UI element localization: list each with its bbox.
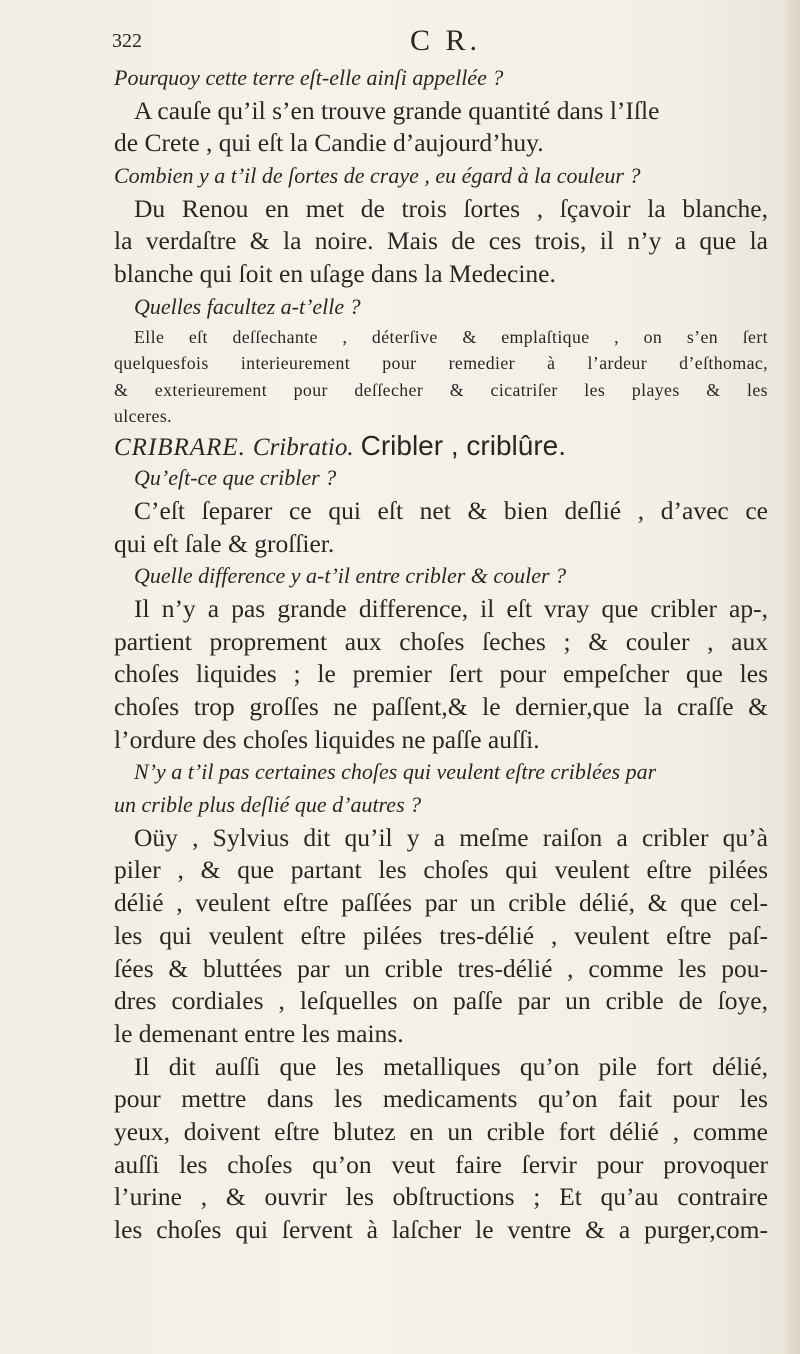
text-line: piler , & que partant les choſes qui veulent eſtre pilées [114,855,768,885]
text-line: ulceres. [114,406,172,426]
text-line: les qui veulent eſtre pilées tres-délié , veulent eſtre paſ- [114,920,768,950]
text-line: Du Renou en met de trois ſortes , ſçavoir la blanche, [134,193,768,223]
text-line: quelquesfois interieurement pour remedier à l’ardeur d’eſthomac, [114,353,768,373]
text-line: auſſi les choſes qu’on veut faire ſervir pour provoquer [114,1149,768,1179]
page-number: 322 [112,30,142,52]
text-line: la verdaſtre & la noire. Mais de ces trois, il n’y a que la [114,226,768,256]
text-line: blanche qui ſoit en uſage dans la Medecine. [114,259,556,289]
text-line: yeux, doivent eſtre blutez en un crible fort délié , comme [114,1116,768,1146]
text-line: qui eſt ſale & groſſier. [114,528,335,558]
text-line: partient proprement aux choſes ſeches ; & couler , aux [114,626,768,656]
question-line: N’y a t’il pas certaines choſes qui veulent eſtre criblées par [134,759,657,785]
running-head [112,16,752,60]
running-head-title: C R. [410,24,482,57]
text-line: de Crete , qui eſt la Candie d’aujourd’huy. [114,128,544,158]
question-line: Combien y a t’il de ſortes de craye , eu égard à la couleur ? [114,163,641,189]
text-line: ſées & bluttées par un crible tres-délié , comme les pou- [114,953,768,983]
question-line: Quelle difference y a-t’il entre cribler & couler ? [134,563,567,589]
page-text [114,62,768,1247]
text-line: l’ordure des choſes liquides ne paſſe auſſi. [114,724,540,754]
text-line: pour mettre dans les medicaments qu’on fait pour les [114,1084,768,1114]
text-line: Elle eſt deſſechante , déterſive & emplaſtique , on s’en ſert [134,326,768,347]
page-edge-shadow [786,0,800,1354]
text-line: A cauſe qu’il s’en trouve grande quantité dans l’Iſle [134,95,660,125]
text-line: l’urine , & ouvrir les obſtructions ; Et qu’au contraire [114,1182,768,1212]
entry-french: Cribler , criblûre. [360,429,567,461]
text-line: & exterieurement pour deſſecher & cicatriſer les playes & les [114,379,768,400]
text-line: choſes liquides ; le premier ſert pour empeſcher que les [114,659,768,689]
entry-heading [114,430,768,463]
question-line: Pourquoy cette terre eſt-elle ainſi appellée ? [114,65,504,90]
text-line: délié , veulent eſtre paſſées par un crible délié, & que cel- [114,888,768,918]
entry-latin: Cribratio. [252,433,354,461]
text-line: Oüy , Sylvius dit qu’il y a meſme raiſon a cribler qu’à [134,822,768,852]
question-line: un crible plus deſlié que d’autres ? [114,792,422,818]
question-line: Quelles facultez a-t’elle ? [134,293,361,319]
text-line: Il dit auſſi que les metalliques qu’on pile fort délié, [134,1051,768,1081]
text-line: Il n’y a pas grande difference, il eſt vray que cribler ap-, [134,593,768,623]
text-line: C’eſt ſeparer ce qui eſt net & bien deſlié , d’avec ce [134,495,768,525]
text-line: les choſes qui ſervent à laſcher le ventre & a purger,com- [114,1215,768,1244]
question-line: Qu’eſt-ce que cribler ? [134,465,337,491]
text-line: le demenant entre les mains. [114,1018,404,1048]
text-line: choſes trop groſſes ne paſſent,& le dernier,que la craſſe & [114,692,768,721]
entry-word: CRIBRARE. [114,433,246,461]
text-line: dres cordiales , leſquelles on paſſe par un crible de ſoye, [114,986,768,1016]
